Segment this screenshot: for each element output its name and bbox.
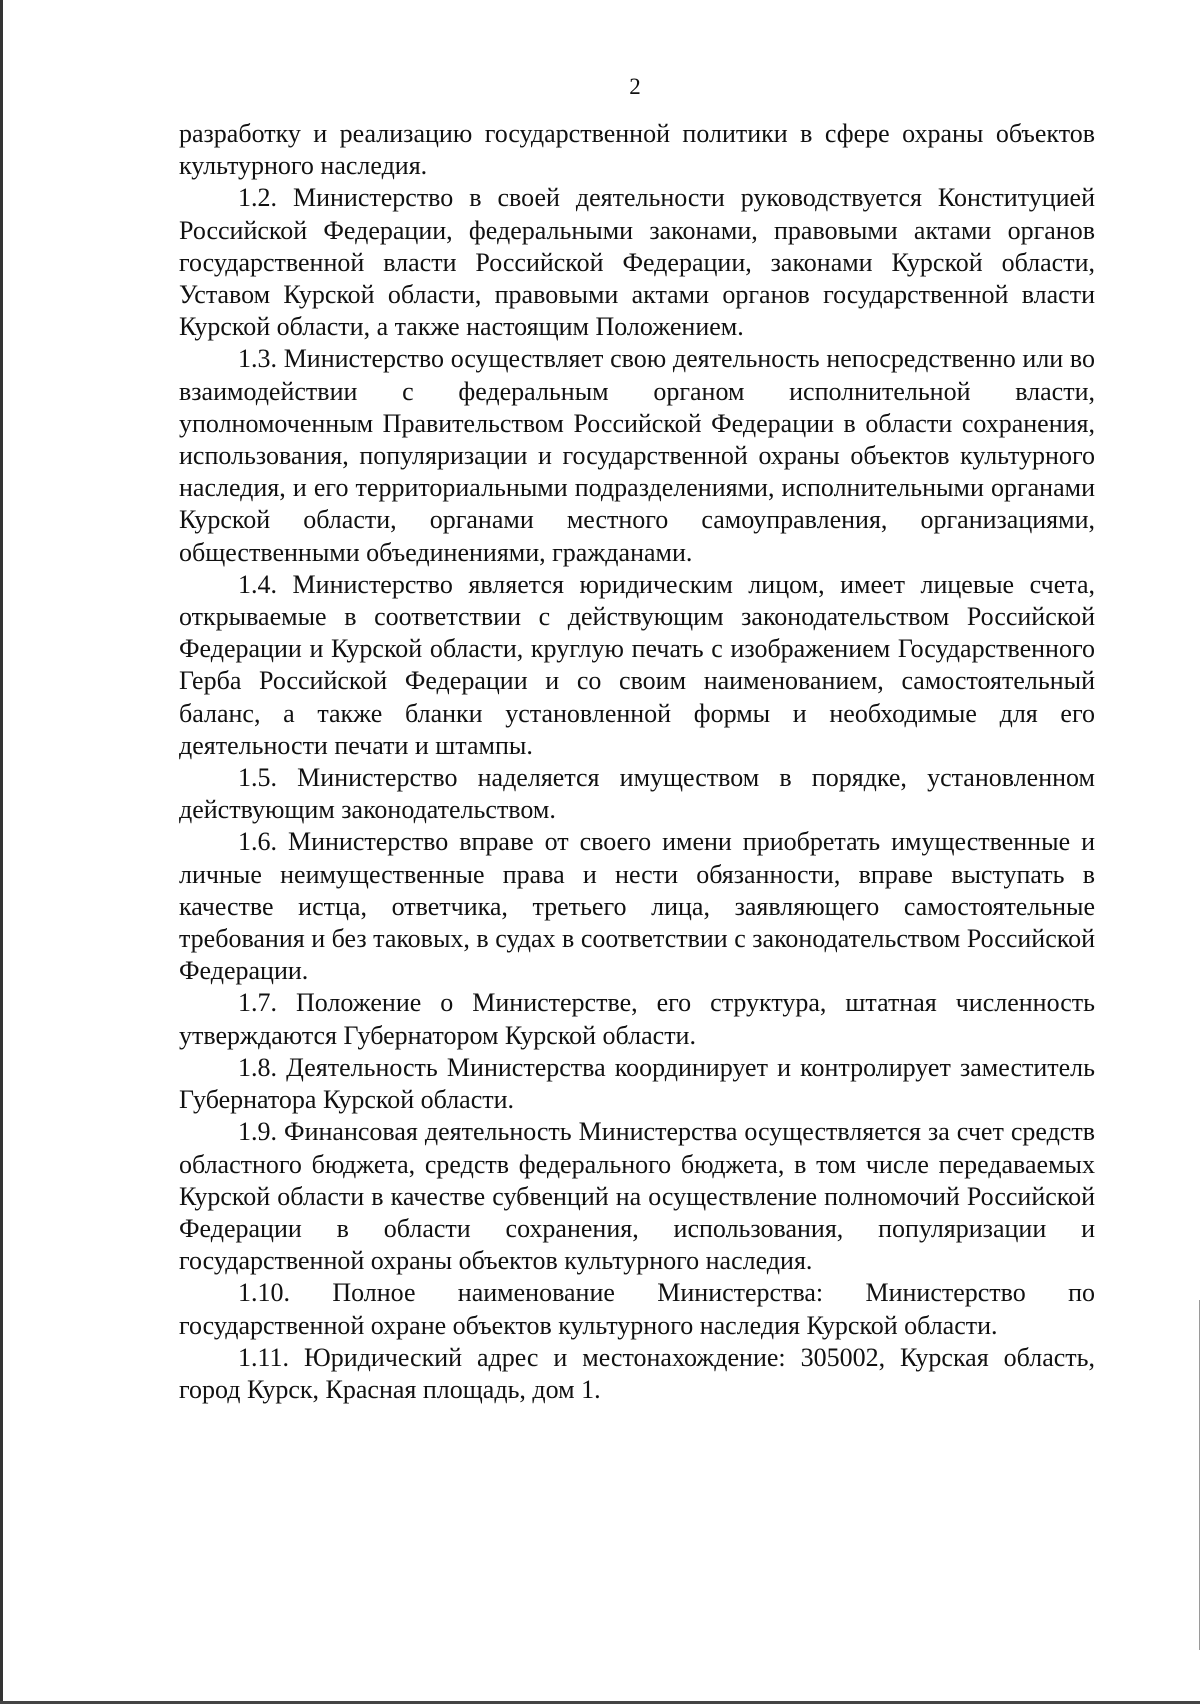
paragraph-1-8: 1.8. Деятельность Министерства координирует и контролирует заместитель Губернатора Курской области. [179, 1052, 1095, 1115]
paragraph-1-11: 1.11. Юридический адрес и местонахождение: 305002, Курская область, город Курск, Красная площадь, дом 1. [179, 1342, 1095, 1404]
paragraph-1-2: 1.2. Министерство в своей деятельности руководствуется Конституцией Российской Федерации, федеральными законами, правовыми актами органов государственной власти Российской Федерации, законами Курской области, Уставом Курской области, правовыми актами органов государственной власти Курской области, а также настоящим Положением. [179, 183, 1095, 342]
paragraph-1-5: 1.5. Министерство наделяется имуществом в порядке, установленном действующим законодательством. [179, 763, 1095, 825]
page-number: 2 [629, 74, 641, 99]
document-body [179, 118, 1095, 1406]
paragraph-continuation: разработку и реализацию государственной политики в сфере охраны объектов культурного наследия. [179, 119, 1095, 181]
paragraph-1-10: 1.10. Полное наименование Министерства: Министерство по государственной охране объектов культурного наследия Курской области. [179, 1278, 1095, 1340]
scan-edge-left [0, 0, 3, 1704]
paragraph-1-3: 1.3. Министерство осуществляет свою деятельность непосредственно или во взаимодействии с федеральным органом исполнительной власти, уполномоченным Правительством Российской Федерации в области сохранения, использования, популяризации и государственной охраны объектов культурного наследия, и его территориальными подразделениями, исполнительными органами Курской области, органами местного самоуправления, организациями, общественными объединениями, гражданами. [179, 344, 1095, 567]
paragraph-1-4: 1.4. Министерство является юридическим лицом, имеет лицевые счета, открываемые в соответствии с действующим законодательством Российской Федерации и Курской области, круглую печать с изображением Государственного Герба Российской Федерации и со своим наименованием, самостоятельный баланс, а также бланки установленной формы и необходимые для его деятельности печати и штампы. [179, 569, 1095, 760]
paragraph-1-6: 1.6. Министерство вправе от своего имени приобретать имущественные и личные неимущественные права и нести обязанности, вправе выступать в качестве истца, ответчика, третьего лица, заявляющего самостоятельные требования и без таковых, в судах в соответствии с законодательством Российской Федерации. [179, 827, 1095, 986]
paragraph-1-9: 1.9. Финансовая деятельность Министерства осуществляется за счет средств областного бюджета, средств федерального бюджета, в том числе передаваемых Курской области в качестве субвенций на осуществление полномочий Российской Федерации в области сохранения, использования, популяризации и государственной охраны объектов культурного наследия. [179, 1117, 1095, 1276]
paragraph-1-7: 1.7. Положение о Министерстве, его структура, штатная численность утверждаются Губернатором Курской области. [179, 988, 1095, 1050]
